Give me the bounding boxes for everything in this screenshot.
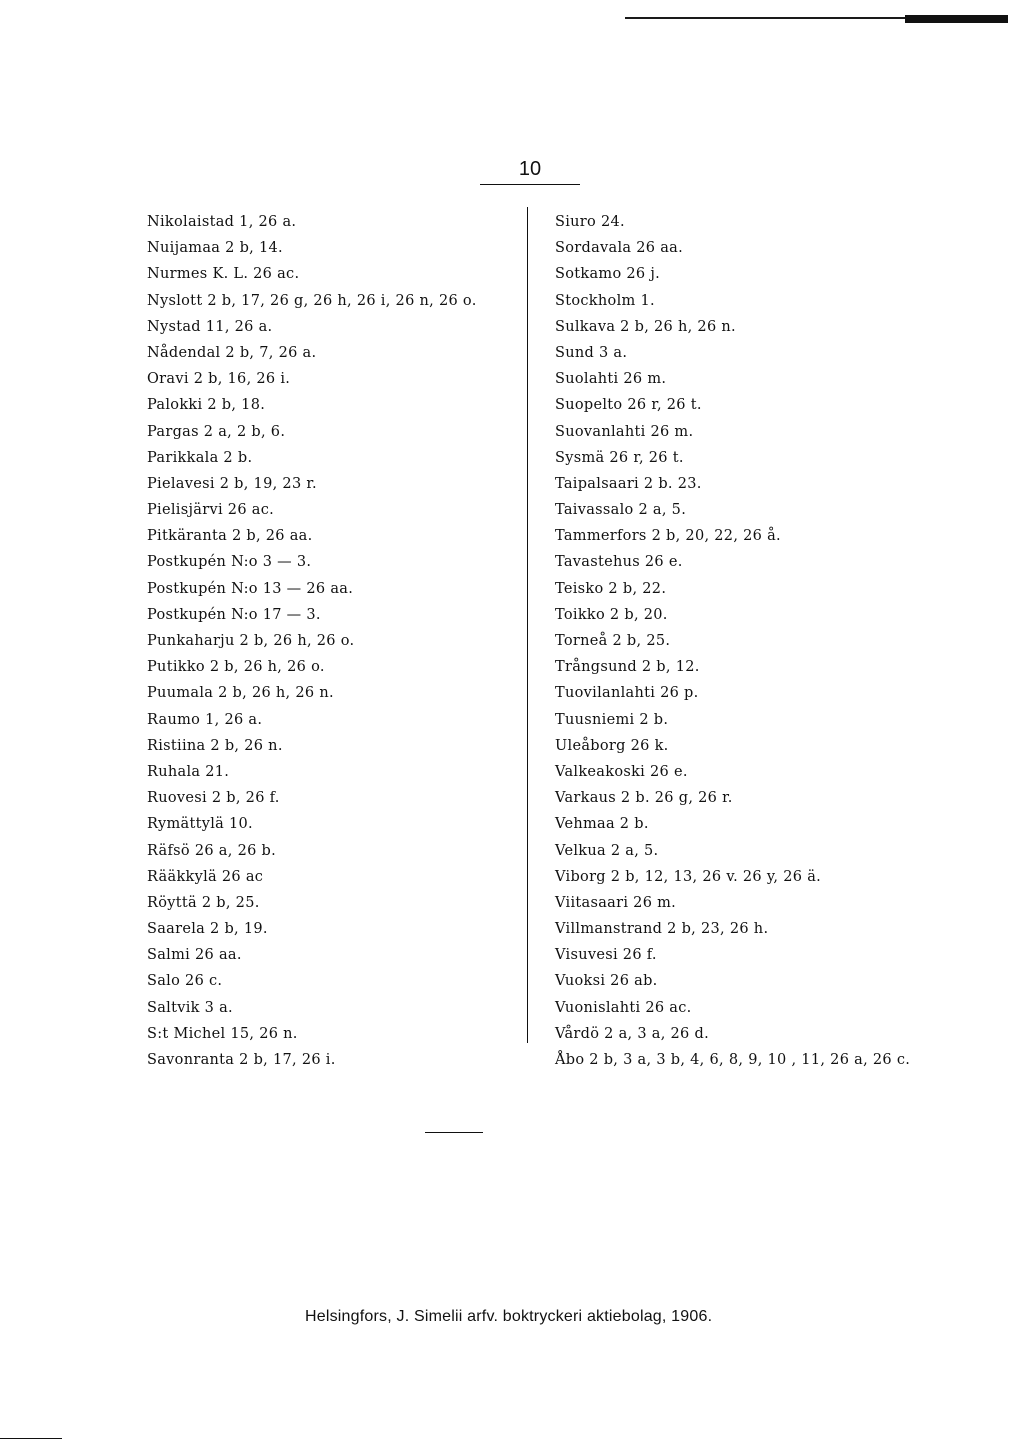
index-entry: Suopelto 26 r, 26 t. <box>555 397 702 414</box>
index-entry: Vuonislahti 26 ac. <box>555 999 692 1016</box>
index-entry: Torneå 2 b, 25. <box>555 633 671 649</box>
index-entry: Pielavesi 2 b, 19, 23 r. <box>147 475 317 492</box>
index-entry: Sysmä 26 r, 26 t. <box>555 449 684 466</box>
index-entry: Taivassalo 2 a, 5. <box>555 502 687 519</box>
index-entry: Vehmaa 2 b. <box>555 816 649 833</box>
index-entry: Saarela 2 b, 19. <box>147 921 268 938</box>
index-entry: Nuijamaa 2 b, 14. <box>147 240 283 257</box>
bottom-rule <box>0 1438 62 1439</box>
index-entry: Nystad 11, 26 a. <box>147 318 273 335</box>
index-entry: Pielisjärvi 26 ac. <box>147 502 275 519</box>
index-entry: Siuro 24. <box>555 214 625 230</box>
index-entry: Punkaharju 2 b, 26 h, 26 o. <box>147 633 355 649</box>
index-entry: Nådendal 2 b, 7, 26 a. <box>147 344 317 361</box>
index-entry: Tammerfors 2 b, 20, 22, 26 å. <box>555 528 781 545</box>
index-entry: Varkaus 2 b. 26 g, 26 r. <box>555 790 733 807</box>
index-entry: Suovanlahti 26 m. <box>555 423 694 440</box>
index-entry: Trångsund 2 b, 12. <box>555 659 700 676</box>
index-entry: Postkupén N:o 17 — 3. <box>147 606 321 623</box>
index-entry: Ristiina 2 b, 26 n. <box>147 737 283 754</box>
index-entry: Tuusniemi 2 b. <box>555 711 669 728</box>
index-entry: Valkeakoski 26 e. <box>555 763 688 780</box>
index-entry: Sulkava 2 b, 26 h, 26 n. <box>555 318 736 335</box>
index-entry: Ruovesi 2 b, 26 f. <box>147 790 280 807</box>
index-entry: Viitasaari 26 m. <box>555 894 677 911</box>
index-entry: Pargas 2 a, 2 b, 6. <box>147 423 286 440</box>
index-entry: Toikko 2 b, 20. <box>555 606 668 623</box>
index-entry: Saltvik 3 a. <box>147 999 233 1016</box>
right-index-column <box>555 209 1015 1073</box>
index-entry: Nikolaistad 1, 26 a. <box>147 214 297 230</box>
index-entry: Vårdö 2 a, 3 a, 26 d. <box>555 1025 709 1042</box>
page-number-underline <box>480 184 580 185</box>
end-of-index-rule <box>425 1132 483 1133</box>
index-entry: Visuvesi 26 f. <box>555 947 657 964</box>
index-entry: Pitkäranta 2 b, 26 aa. <box>147 528 313 545</box>
page-number: 10 <box>518 158 542 180</box>
index-entry: Villmanstrand 2 b, 23, 26 h. <box>555 921 769 938</box>
index-entry: Nyslott 2 b, 17, 26 g, 26 h, 26 i, 26 n, 26 o. <box>147 292 477 309</box>
index-entry: Vuoksi 26 ab. <box>555 973 658 990</box>
index-entry: Sotkamo 26 j. <box>555 266 661 283</box>
index-entry: Tuovilanlahti 26 p. <box>555 685 699 702</box>
index-entry: Oravi 2 b, 16, 26 i. <box>147 371 291 388</box>
index-entry: Nurmes K. L. 26 ac. <box>147 266 300 283</box>
top-rule-bar <box>905 15 1008 23</box>
index-entry: Ruhala 21. <box>147 763 230 780</box>
index-entry: Teisko 2 b, 22. <box>555 580 667 597</box>
index-entry: Uleåborg 26 k. <box>555 737 669 754</box>
index-entry: Stockholm 1. <box>555 292 655 309</box>
printer-imprint: Helsingfors, J. Simelii arfv. boktryckeri aktiebolag, 1906. <box>305 1308 713 1325</box>
index-entry: Palokki 2 b, 18. <box>147 397 266 414</box>
index-entry: Postkupén N:o 13 — 26 aa. <box>147 580 354 597</box>
index-entry: Tavastehus 26 e. <box>555 554 683 571</box>
index-entry: Raumo 1, 26 a. <box>147 711 263 728</box>
top-rule <box>625 17 905 19</box>
index-entry: Taipalsaari 2 b. 23. <box>555 475 702 492</box>
index-entry: Rääkkylä 26 ac <box>147 868 264 885</box>
index-entry: Putikko 2 b, 26 h, 26 o. <box>147 659 325 676</box>
index-entry: Salo 26 c. <box>147 973 223 990</box>
index-entry: Sordavala 26 aa. <box>555 240 684 257</box>
index-entry: Röyttä 2 b, 25. <box>147 894 260 911</box>
index-entry: S:t Michel 15, 26 n. <box>147 1025 298 1042</box>
index-entry: Savonranta 2 b, 17, 26 i. <box>147 1052 336 1068</box>
index-entry: Suolahti 26 m. <box>555 371 667 388</box>
index-entry: Sund 3 a. <box>555 344 628 361</box>
index-entry: Räfsö 26 a, 26 b. <box>147 842 277 859</box>
index-entry: Postkupén N:o 3 — 3. <box>147 554 312 571</box>
index-entry: Viborg 2 b, 12, 13, 26 v. 26 y, 26 ä. <box>555 868 822 885</box>
index-entry: Åbo 2 b, 3 a, 3 b, 4, 6, 8, 9, 10 , 11, 26 a, 26 c. <box>555 1052 911 1068</box>
index-entry: Parikkala 2 b. <box>147 449 253 466</box>
index-entry: Rymättylä 10. <box>147 816 253 833</box>
column-divider <box>527 207 528 1043</box>
index-entry: Velkua 2 a, 5. <box>555 842 659 859</box>
index-entry: Salmi 26 aa. <box>147 947 242 964</box>
left-index-column <box>147 209 517 1073</box>
index-entry: Puumala 2 b, 26 h, 26 n. <box>147 685 334 702</box>
